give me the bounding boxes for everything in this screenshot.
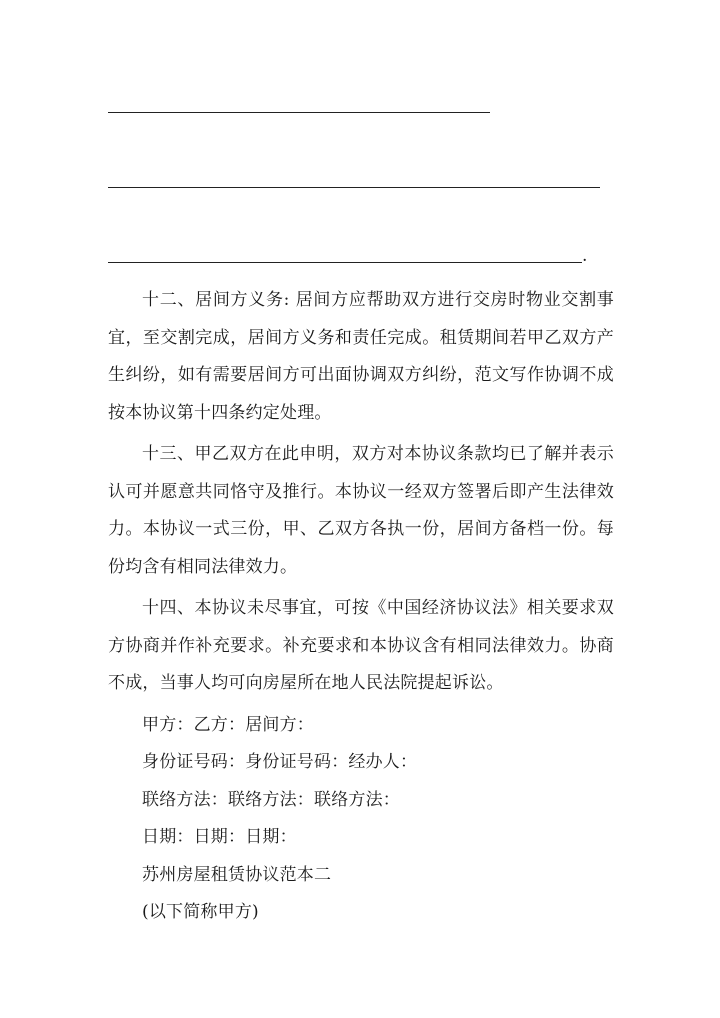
signature-contacts: 联络方法：联络方法：联络方法： bbox=[142, 789, 400, 810]
clause-14: 十四、本协议未尽事宜，可按《中国经济协议法》相关要求双方协商并作补充要求。补充要求和本协议含有相同法律效力。协商不成，当事人均可向房屋所在地人民法院提起诉讼。 bbox=[108, 598, 614, 693]
signature-parties: 甲方：乙方：居间方： bbox=[142, 714, 314, 735]
next-document-title: 苏州房屋租赁协议范本二 bbox=[142, 864, 332, 885]
next-document-intro: (以下简称甲方) bbox=[142, 902, 259, 923]
signature-id-numbers: 身份证号码：身份证号码：经办人： bbox=[142, 752, 418, 773]
blank-underline bbox=[108, 187, 600, 188]
blank-underline bbox=[108, 112, 490, 113]
clause-13: 十三、甲乙双方在此申明，双方对本协议条款均已了解并表示认可并愿意共同恪守及推行。本协议一经双方签署后即产生法律效力。本协议一式三份，甲、乙双方各执一份，居间方备档一份。每份均含有相同法律效力。 bbox=[108, 444, 614, 577]
clause-12: 十二、居间方义务: 居间方应帮助双方进行交房时物业交割事宜，至交割完成，居间方义务和责任完成。租赁期间若甲乙双方产生纠纷，如有需要居间方可出面协调双方纠纷，范文写作协调不成按本协议第十四条约定处理。 bbox=[108, 290, 614, 423]
blank-underline bbox=[108, 262, 582, 263]
signature-dates: 日期：日期：日期： bbox=[142, 827, 297, 848]
document-body bbox=[108, 282, 614, 932]
trailing-period: . bbox=[582, 246, 588, 266]
